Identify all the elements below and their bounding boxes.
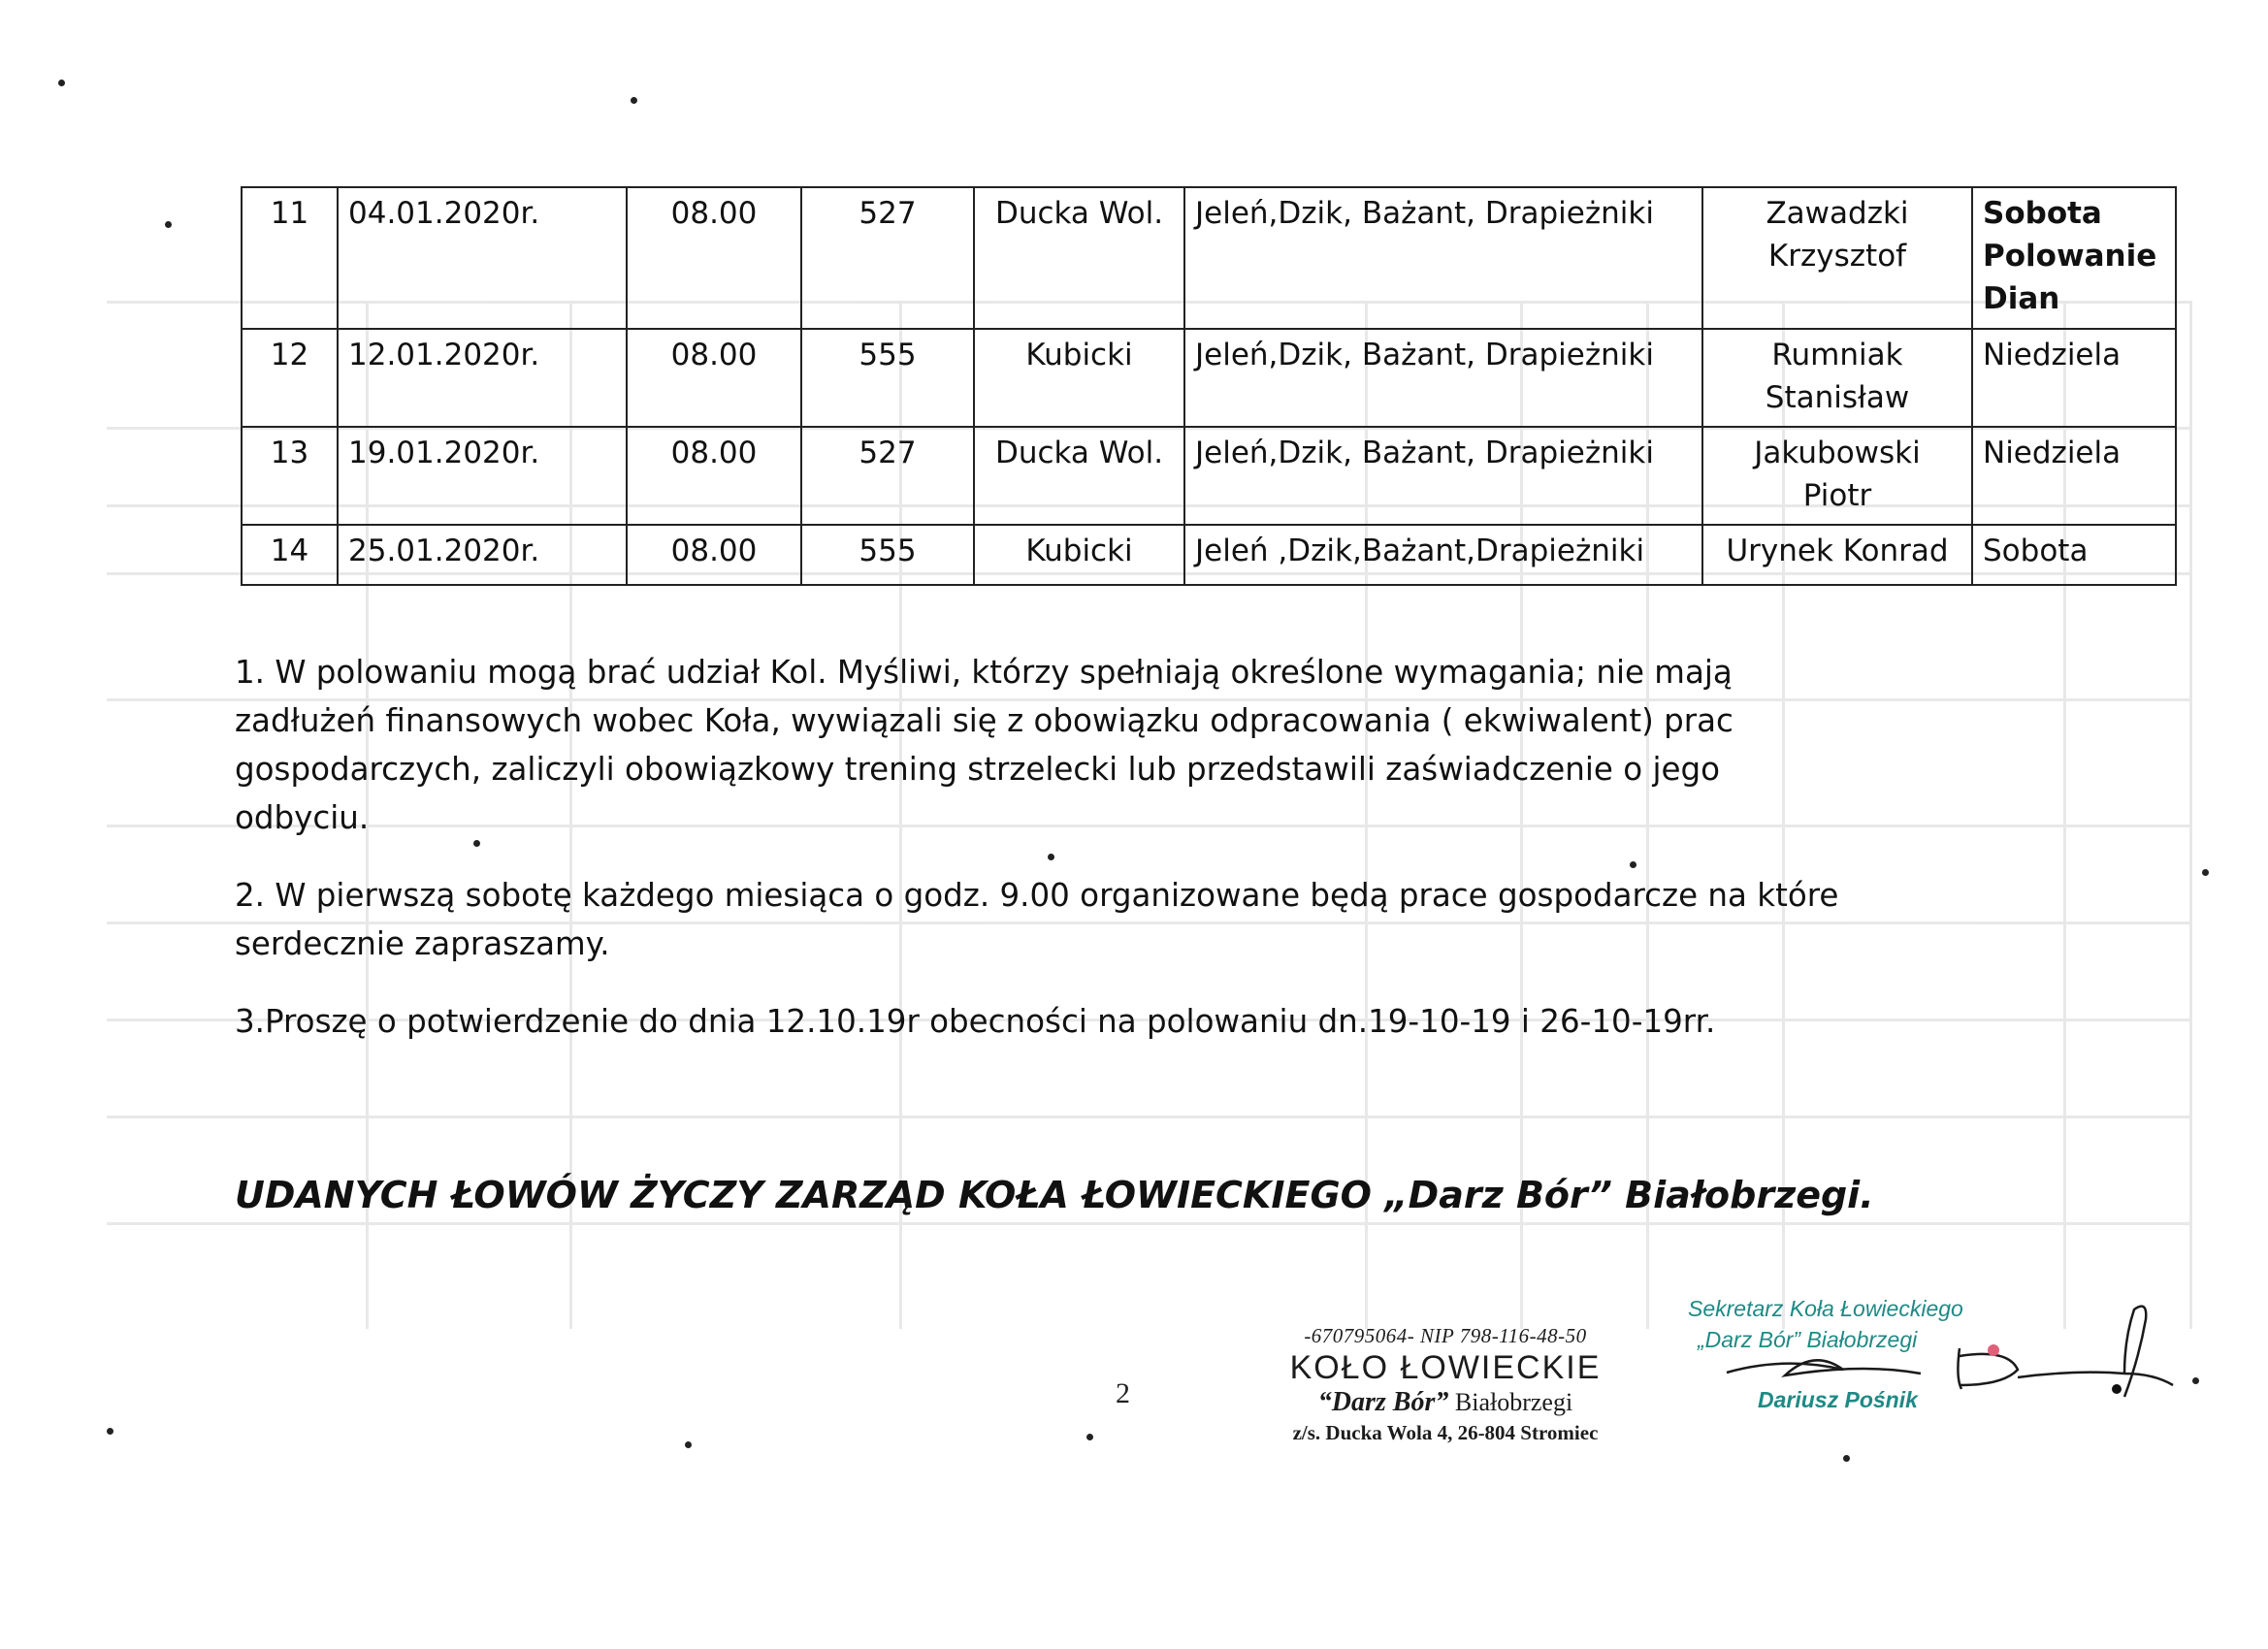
note-1-line: zadłużeń finansowych wobec Koła, wywiązali się z obowiązku odpracowania ( ekwiwalent) prac [235,702,1733,739]
cell-area: 555 [801,525,974,585]
cell-note [1972,187,2176,329]
cell-note [1972,427,2176,525]
note-line: Dian [1983,281,2060,316]
cell-area: 527 [801,427,974,525]
note-line: Niedziela [1983,338,2122,373]
cell-nr: 12 [242,329,338,427]
cell-date: 25.01.2020r. [338,525,627,585]
cell-area: 527 [801,187,974,329]
scan-speck [2202,869,2209,876]
secretary-signature-stamp [1669,1280,2212,1426]
note-1 [235,648,1932,842]
cell-time: 08.00 [627,329,801,427]
scan-speck [2192,1377,2199,1384]
cell-place: Kubicki [974,329,1184,427]
stamp-club-motto [1261,1387,1630,1418]
signature-title: Sekretarz Koła Łowieckiego [1688,1296,1963,1321]
cell-date: 04.01.2020r. [338,187,627,329]
stamp-ids: -670795064- NIP 798-116-48-50 [1304,1324,1587,1347]
stamp-motto-bold: “Darz Bór” [1317,1387,1449,1417]
cell-note [1972,329,2176,427]
cell-place: Ducka Wol. [974,187,1184,329]
leader-first: Rumniak [1771,338,1903,373]
cell-nr: 11 [242,187,338,329]
leader-first: Zawadzki [1766,196,1909,231]
cell-leader [1702,329,1972,427]
club-stamp [1261,1324,1630,1447]
scan-speck [631,97,637,104]
cell-species: Jeleń,Dzik, Bażant, Drapieżniki [1184,187,1702,329]
note-line: Polowanie [1983,239,2157,274]
scan-speck [1086,1434,1093,1440]
scan-speck [1630,861,1636,868]
cell-nr: 14 [242,525,338,585]
note-2-line: 2. W pierwszą sobotę każdego miesiąca o godz. 9.00 organizowane będą prace gospodarcze na które [235,877,1839,914]
stamp-club-name: KOŁO ŁOWIECKIE [1289,1349,1602,1386]
cell-species: Jeleń,Dzik, Bażant, Drapieżniki [1184,427,1702,525]
stamp-address: z/s. Ducka Wola 4, 26-804 Stromiec [1292,1421,1599,1444]
cell-leader [1702,525,1972,585]
leader-second: Stanisław [1765,380,1910,416]
cell-species: Jeleń,Dzik, Bażant, Drapieżniki [1184,329,1702,427]
scan-speck [1048,854,1054,860]
handwritten-signature [1669,1280,2212,1426]
leader-second: Krzysztof [1767,239,1907,274]
leader-first: Urynek Konrad [1726,534,1949,569]
leader-first: Jakubowski [1754,436,1921,471]
cell-time: 08.00 [627,427,801,525]
leader-second: Piotr [1802,478,1872,514]
note-2-line: serdecznie zapraszamy. [235,925,610,962]
note-1-line: gospodarczych, zaliczyli obowiązkowy trening strzelecki lub przedstawili zaświadczenie o jego [235,751,1720,788]
signature-name: Dariusz Pośnik [1758,1387,1918,1412]
scan-speck [165,221,172,228]
note-1-line: odbyciu. [235,799,370,836]
cell-place: Ducka Wol. [974,427,1184,525]
note-3-line: 3.Proszę o potwierdzenie do dnia 12.10.19r obecności na polowaniu dn.19-10-19 i 26-10-19rr. [235,1003,1716,1040]
closing-greeting: UDANYCH ŁOWÓW ŻYCZY ZARZĄD KOŁA ŁOWIECKIEGO „Darz Bór” Białobrzegi. [235,1174,1874,1216]
cell-place: Kubicki [974,525,1184,585]
note-line: Sobota [1983,534,2089,569]
note-1-line: 1. W polowaniu mogą brać udział Kol. Myśliwi, którzy spełniają określone wymagania; nie mają [235,654,1733,691]
note-line: Niedziela [1983,436,2122,471]
cell-nr: 13 [242,427,338,525]
cell-area: 555 [801,329,974,427]
stamp-motto-rest: Białobrzegi [1448,1388,1573,1416]
scan-speck [107,1428,113,1435]
cell-note [1972,525,2176,585]
scan-speck [473,840,480,847]
cell-date: 19.01.2020r. [338,427,627,525]
table-row [242,427,2176,525]
hunting-schedule-table [241,186,2177,586]
signature-club: „Darz Bór” Białobrzegi [1698,1327,1918,1352]
table-row [242,525,2176,585]
cell-leader [1702,187,1972,329]
table-row [242,329,2176,427]
cell-date: 12.01.2020r. [338,329,627,427]
page-number: 2 [1116,1377,1130,1409]
scan-speck [58,80,65,86]
scan-speck [1843,1455,1850,1462]
cell-leader [1702,427,1972,525]
notes-section [235,648,1932,1075]
table-row [242,187,2176,329]
note-line: Sobota [1983,196,2102,231]
note-2 [235,871,1932,968]
cell-time: 08.00 [627,187,801,329]
cell-time: 08.00 [627,525,801,585]
scan-speck [685,1441,692,1448]
note-3 [235,997,1932,1046]
cell-species: Jeleń ,Dzik,Bażant,Drapieżniki [1184,525,1702,585]
